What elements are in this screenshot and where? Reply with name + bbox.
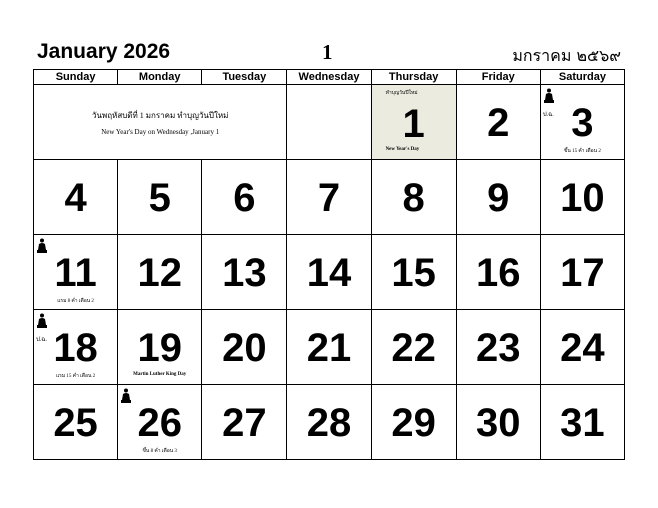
day-cell-21[interactable] xyxy=(287,310,371,385)
day-number: 7 xyxy=(317,176,341,220)
day-bottom-note: แรม 8 ค่ำ เดือน 2 xyxy=(57,299,94,304)
weekday-tuesday: Tuesday xyxy=(202,70,287,85)
holiday-note-cell xyxy=(34,85,287,160)
day-bottom-note: ขึ้น 8 ค่ำ เดือน 3 xyxy=(142,449,177,454)
weekday-header-row xyxy=(34,70,625,85)
week-row xyxy=(34,235,625,310)
day-number: 8 xyxy=(402,176,425,220)
day-cell-30[interactable] xyxy=(456,385,540,460)
day-number: 10 xyxy=(560,176,605,220)
day-cell-1[interactable] xyxy=(371,85,456,160)
weekday-sunday: Sunday xyxy=(34,70,118,85)
day-cell-16[interactable] xyxy=(456,235,540,310)
day-cell-23[interactable] xyxy=(456,310,540,385)
day-cell-18[interactable] xyxy=(34,310,118,385)
month-year-title: January 2026 xyxy=(37,40,171,63)
day-number: 4 xyxy=(64,176,87,220)
day-cell-11[interactable] xyxy=(34,235,118,310)
day-number: 25 xyxy=(53,401,98,445)
day-number: 23 xyxy=(476,326,521,370)
day-top-note: ทำบุญวันปีใหม่ xyxy=(385,91,418,96)
day-number: 24 xyxy=(560,326,605,370)
day-number: 16 xyxy=(476,251,521,295)
day-number: 20 xyxy=(222,326,267,370)
calendar-grid xyxy=(33,69,625,460)
day-number: 22 xyxy=(391,326,436,370)
day-cell-31[interactable] xyxy=(540,385,624,460)
day-cell-25[interactable] xyxy=(34,385,118,460)
weekday-thursday: Thursday xyxy=(371,70,456,85)
day-bottom-note: ขึ้น 15 ค่ำ เดือน 2 xyxy=(563,149,601,154)
day-number: 2 xyxy=(487,101,510,145)
weekday-monday: Monday xyxy=(118,70,202,85)
day-number: 12 xyxy=(137,251,182,295)
day-number: 14 xyxy=(306,251,352,295)
day-number: 17 xyxy=(560,251,605,295)
day-number: 21 xyxy=(306,326,352,370)
day-cell-9[interactable] xyxy=(456,160,540,235)
week-row xyxy=(34,85,625,160)
day-number: 5 xyxy=(148,176,171,220)
day-number: 13 xyxy=(222,251,267,295)
day-number: 15 xyxy=(391,251,436,295)
day-cell-12[interactable] xyxy=(118,235,202,310)
thai-month-title: มกราคม ๒๕๖๙ xyxy=(512,46,621,65)
day-cell-8[interactable] xyxy=(371,160,456,235)
week-row xyxy=(34,160,625,235)
day-bottom-note: Martin Luther King Day xyxy=(133,372,187,377)
day-cell-5[interactable] xyxy=(118,160,202,235)
day-cell-13[interactable] xyxy=(202,235,287,310)
empty-day-cell xyxy=(287,85,371,160)
day-side-note: ป.ฉ. xyxy=(36,337,47,343)
day-cell-29[interactable] xyxy=(371,385,456,460)
day-cell-17[interactable] xyxy=(540,235,624,310)
calendar-header xyxy=(33,38,625,68)
holiday-note-english: New Year's Day on Wednesday ,January 1 xyxy=(101,128,220,136)
day-number: 9 xyxy=(487,176,510,220)
day-cell-15[interactable] xyxy=(371,235,456,310)
day-cell-24[interactable] xyxy=(540,310,624,385)
day-side-note: ป.ฉ. xyxy=(542,112,554,118)
day-cell-26[interactable] xyxy=(118,385,202,460)
day-number: 19 xyxy=(137,326,182,370)
month-number: 1 xyxy=(322,40,333,64)
day-number: 11 xyxy=(54,251,97,295)
day-number: 28 xyxy=(306,401,352,445)
day-number: 30 xyxy=(476,401,521,445)
week-row xyxy=(34,310,625,385)
weekday-wednesday: Wednesday xyxy=(287,70,371,85)
week-row xyxy=(34,385,625,460)
day-number: 27 xyxy=(222,401,267,445)
day-bottom-note: New Year's Day xyxy=(385,147,420,152)
day-cell-22[interactable] xyxy=(371,310,456,385)
day-cell-4[interactable] xyxy=(34,160,118,235)
day-cell-14[interactable] xyxy=(287,235,371,310)
day-cell-2[interactable] xyxy=(456,85,540,160)
day-cell-3[interactable] xyxy=(540,85,624,160)
day-number: 26 xyxy=(137,401,182,445)
day-bottom-note: แรม 15 ค่ำ เดือน 2 xyxy=(55,374,96,379)
day-number: 29 xyxy=(391,401,436,445)
day-cell-19[interactable] xyxy=(118,310,202,385)
day-cell-6[interactable] xyxy=(202,160,287,235)
weekday-saturday: Saturday xyxy=(540,70,624,85)
holiday-note-thai: วันพฤหัสบดีที่ 1 มกราคม ทำบุญวันปีใหม่ xyxy=(91,111,229,120)
day-cell-27[interactable] xyxy=(202,385,287,460)
day-cell-28[interactable] xyxy=(287,385,371,460)
day-cell-10[interactable] xyxy=(540,160,624,235)
day-number: 3 xyxy=(571,101,594,145)
day-number: 31 xyxy=(560,401,605,445)
day-cell-20[interactable] xyxy=(202,310,287,385)
day-number: 6 xyxy=(233,176,256,220)
day-number: 18 xyxy=(53,326,98,370)
day-cell-7[interactable] xyxy=(287,160,371,235)
day-number: 1 xyxy=(402,102,425,146)
weekday-friday: Friday xyxy=(456,70,540,85)
